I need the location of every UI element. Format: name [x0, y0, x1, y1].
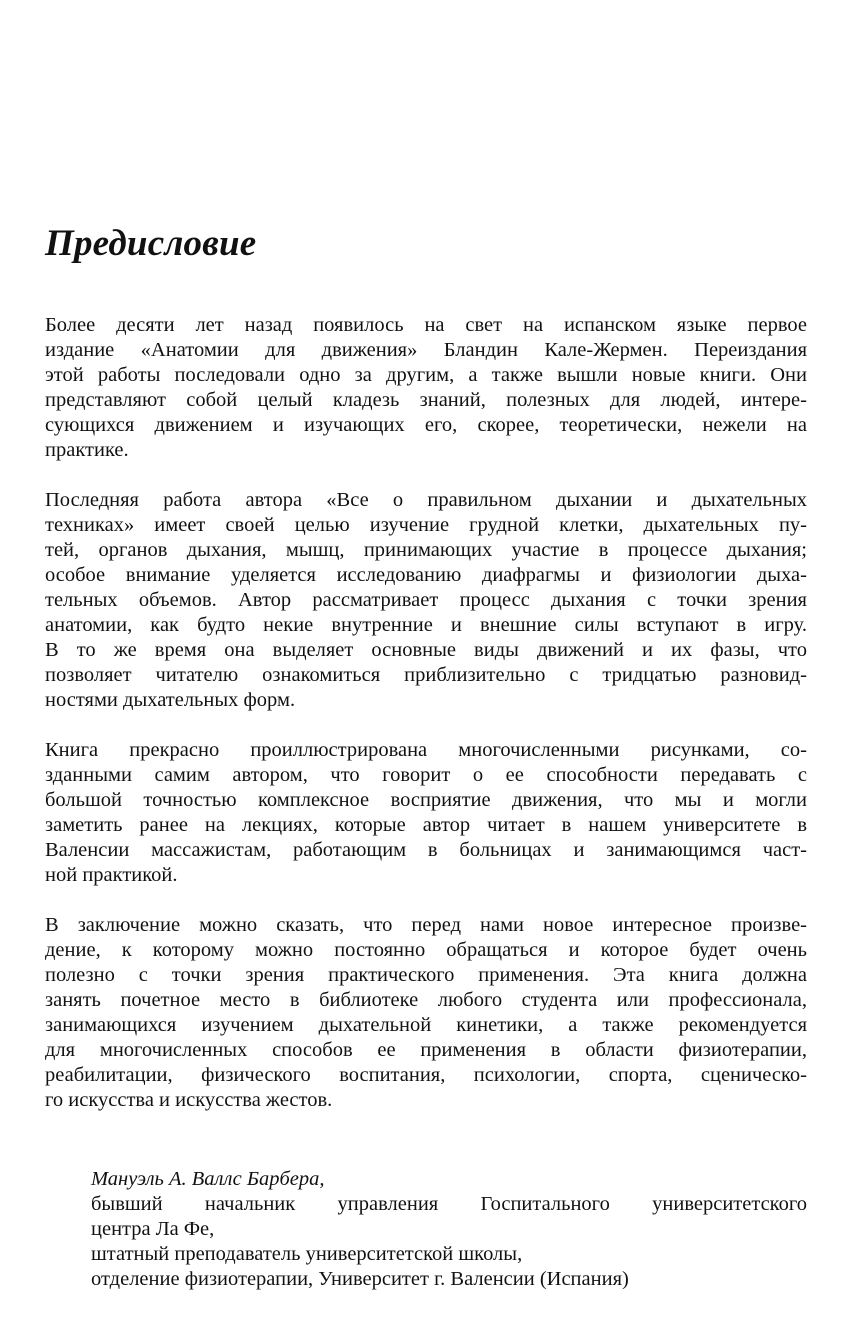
- text-line: го искусства и искусства жестов.: [45, 1089, 333, 1111]
- text-line: тей, органов дыхания, мышц, принимающих участие в процессе дыхания;: [45, 539, 807, 561]
- text-line: тельных объемов. Автор рассматривает процесс дыхания с точки зрения: [45, 589, 807, 611]
- author-position-line: центра Ла Фе,: [91, 1218, 215, 1240]
- text-line: В то же время она выделяет основные виды движений и их фазы, что: [45, 639, 807, 661]
- text-line: Книга прекрасно проиллюстрирована многочисленными рисунками, со-: [45, 739, 807, 761]
- text-line: практике.: [45, 439, 129, 461]
- text-line: этой работы последовали одно за другим, а также вышли новые книги. Они: [45, 364, 807, 386]
- author-name: Мануэль А. Валлс Барбера,: [91, 1168, 325, 1190]
- paragraph-4: [45, 913, 807, 1113]
- text-line: анатомии, как будто некие внутренние и внешние силы вступают в игру.: [45, 614, 807, 636]
- text-line: ностями дыхательных форм.: [45, 689, 296, 711]
- text-line: техниках» имеет своей целью изучение грудной клетки, дыхательных пу-: [45, 514, 807, 536]
- paragraph-2: [45, 488, 807, 713]
- author-position-line: бывший начальник управления Госпитального университетского: [91, 1193, 807, 1215]
- text-line: ной практикой.: [45, 864, 178, 886]
- text-line: реабилитации, физического воспитания, психологии, спорта, сценическо-: [45, 1064, 807, 1086]
- author-position-line: отделение физиотерапии, Университет г. Валенсии (Испания): [91, 1268, 629, 1290]
- text-line: позволяет читателю ознакомиться приблизительно с тридцатью разновид-: [45, 664, 807, 686]
- page-title: Предисловие: [45, 223, 257, 264]
- text-line: Последняя работа автора «Все о правильном дыхании и дыхательных: [45, 489, 807, 511]
- signature-block: [91, 1167, 807, 1292]
- text-line: дение, к которому можно постоянно обращаться и которое будет очень: [45, 939, 807, 961]
- text-line: Валенсии массажистам, работающим в больницах и занимающимся част-: [45, 839, 807, 861]
- paragraph-3: [45, 738, 807, 888]
- text-line: В заключение можно сказать, что перед нами новое интересное произве-: [45, 914, 807, 936]
- paragraph-1: [45, 313, 807, 463]
- text-line: полезно с точки зрения практического применения. Эта книга должна: [45, 964, 807, 986]
- text-line: Более десяти лет назад появилось на свет на испанском языке первое: [45, 314, 807, 336]
- text-line: занимающихся изучением дыхательной кинетики, а также рекомендуется: [45, 1014, 807, 1036]
- text-line: большой точностью комплексное восприятие движения, что мы и могли: [45, 789, 807, 811]
- text-line: представляют собой целый кладезь знаний, полезных для людей, интере-: [45, 389, 807, 411]
- author-position-line: штатный преподаватель университетской школы,: [91, 1243, 523, 1265]
- text-line: издание «Анатомии для движения» Бландин Кале-Жермен. Переиздания: [45, 339, 807, 361]
- text-line: зданными самим автором, что говорит о ее способности передавать с: [45, 764, 807, 786]
- text-line: сующихся движением и изучающих его, скорее, теоретически, нежели на: [45, 414, 807, 436]
- text-line: занять почетное место в библиотеке любого студента или профессионала,: [45, 989, 807, 1011]
- text-line: особое внимание уделяется исследованию диафрагмы и физиологии дыха-: [45, 564, 807, 586]
- text-line: заметить ранее на лекциях, которые автор читает в нашем университете в: [45, 814, 807, 836]
- preface-body: [45, 313, 807, 1138]
- text-line: для многочисленных способов ее применения в области физиотерапии,: [45, 1039, 807, 1061]
